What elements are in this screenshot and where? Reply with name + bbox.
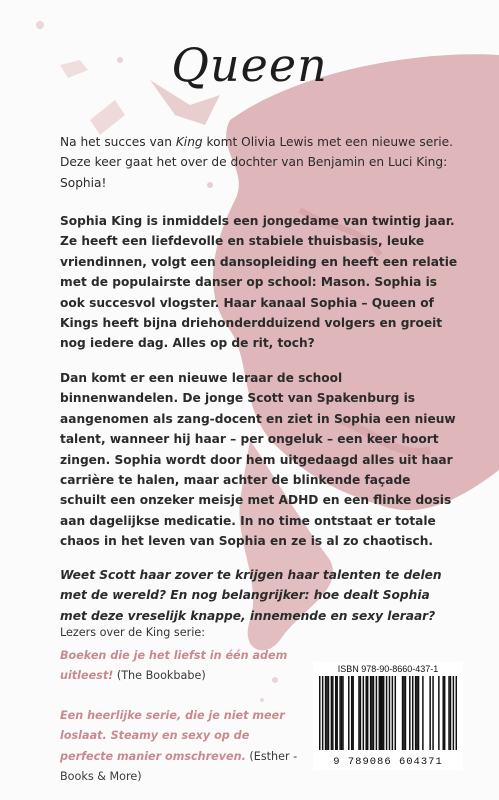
barcode-bar [363,676,365,750]
barcode-bar [342,676,344,750]
barcode-bar [358,676,360,750]
barcode-bar [352,676,354,750]
barcode-bar [379,676,381,750]
barcode-bar [322,676,324,750]
barcode-bar [409,676,411,750]
barcode-bar [402,676,404,750]
barcode-bar [370,676,372,750]
barcode-bar [376,676,378,750]
barcode-bar [448,676,450,750]
review-esther: Een heerlijke serie, die je niet meer loslaat. Steamy en sexy op de perfecte manier omschreven. (Esther - Books & More) [60,709,298,784]
barcode-bar [418,676,420,750]
barcode-bar [331,676,333,750]
barcode-bar [383,676,385,750]
barcode-bar [335,676,337,750]
barcode-bar [453,676,455,750]
barcode-bar [395,676,397,750]
barcode-bar [442,676,444,750]
barcode-bar [341,676,343,750]
isbn-digits: 9 789086 604371 [333,756,443,768]
review-bookbabe: Boeken die je het liefst in één adem uitleest! (The Bookbabe) [60,649,288,683]
barcode-bar [444,676,446,750]
barcode-bar [365,676,367,750]
barcode-bar [319,676,321,750]
barcode-bar [403,676,405,750]
barcode-bar [373,676,375,750]
reviews-heading: Lezers over de King serie: [60,626,205,639]
barcode-bar [422,676,424,750]
king-title-ref: King [175,135,203,149]
barcode-bar [416,676,418,750]
isbn-label: ISBN 978-90-8660-437-1 [337,664,439,674]
barcode-bar [456,676,457,750]
barcode-bar [389,676,391,750]
barcode-bar [392,676,394,750]
barcode-bar [328,676,330,750]
barcode-bar [412,676,414,750]
barcode-bar [380,676,382,750]
book-title: Queen [171,38,328,92]
barcode-bar [351,676,353,750]
barcode-bars [319,676,457,750]
barcode-bar [367,676,369,750]
barcode-bar [336,676,338,750]
barcode-bar [339,676,341,750]
barcode-bar [429,676,431,750]
barcode-bar [325,676,327,750]
barcode-bar [326,676,328,750]
blurb-question: Weet Scott haar zover te krijgen haar talenten te delen met de wereld? En nog belangrijker: hoe dealt Sophia met deze vreselijk knappe, innemende en sexy leraar? [60,568,442,623]
blurb-intro: Na het succes van King komt Olivia Lewis met een nieuwe serie. Deze keer gaat het over de dochter van Benjamin en Luci King: Sophia! [60,135,453,190]
barcode-bar [450,676,452,750]
isbn-barcode [313,662,463,770]
barcode-bar [348,676,350,750]
barcode-bar [438,676,440,750]
barcode-bar [381,676,383,750]
blurb-scott: Dan komt er een nieuwe leraar de school binnenwandelen. De jonge Scott van Spakenburg is aangenomen als zang-docent en ziet in Sophia een nieuw talent, wanneer hij haar – per ongeluk – een keer hoort zingen. Sophia wordt door hem uitgedaagd alles uit haar carrière te halen, maar achter de blinkende façade schuilt een onzeker meisje met ADHD en een flinke dosis aan dagelijkse medicatie. In no time ontstaat er totale chaos in het leven van Sophia en ze is al zo chaotisch. [60,371,456,549]
barcode-bar [386,676,388,750]
barcode-bar [405,676,407,750]
barcode-bar [332,676,334,750]
barcode-bar [432,676,434,750]
barcode-bar [360,676,362,750]
barcode-bar [415,676,417,750]
barcode-bar [371,676,373,750]
blurb-sophia: Sophia King is inmiddels een jongedame van twintig jaar. Ze heeft een liefdevolle en stabiele thuisbasis, leuke vriendinnen, volgt een dansopleiding en heeft een relatie met de populairste danser op school: Mason. Sophia is ook succesvol vlogster. Haar kanaal Sophia – Queen of Kings heeft bijna driehonderdduizend volgers en groeit nog iedere dag. Alles op de rit, toch? [60,214,458,351]
